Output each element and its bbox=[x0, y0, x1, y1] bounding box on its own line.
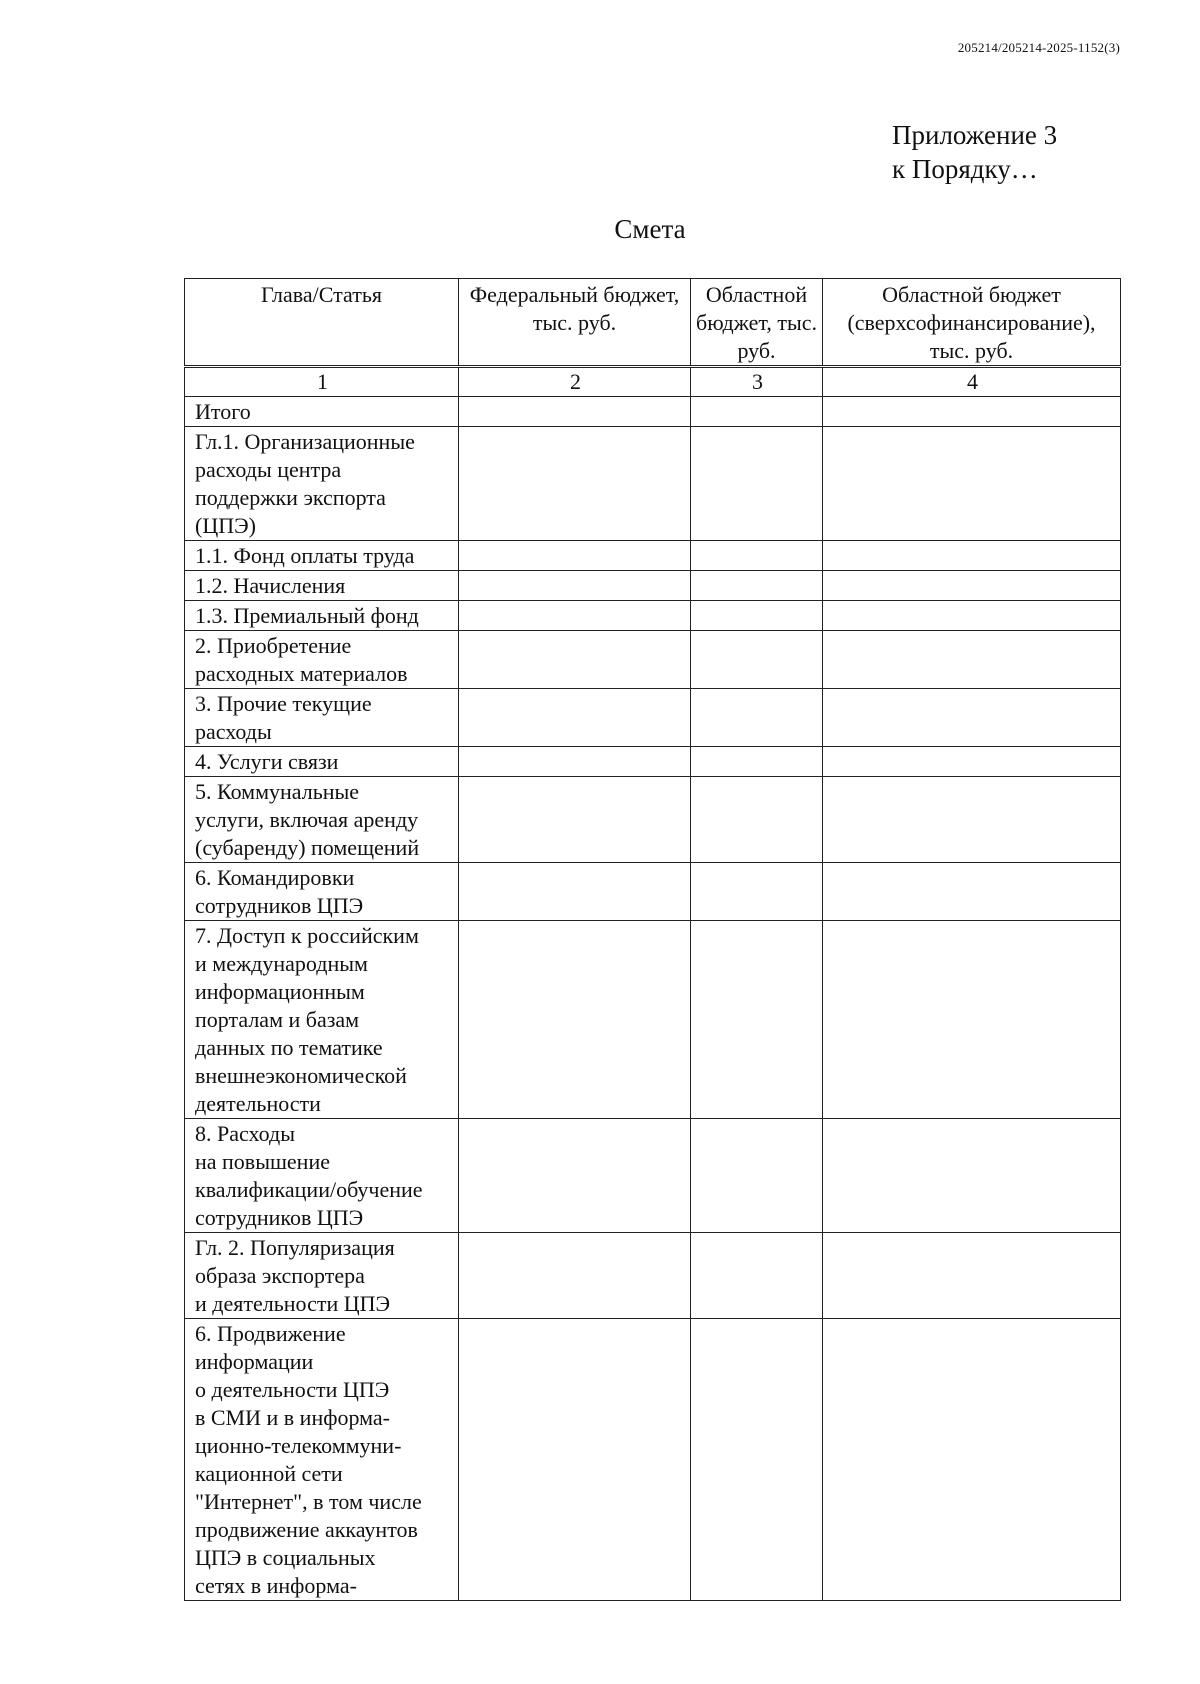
column-number: 3 bbox=[691, 367, 823, 397]
cell-regional-budget-extra bbox=[823, 1319, 1121, 1601]
cell-regional-budget-extra bbox=[823, 921, 1121, 1119]
cell-regional-budget bbox=[691, 397, 823, 427]
cell-federal-budget bbox=[459, 427, 691, 541]
cell-federal-budget bbox=[459, 689, 691, 747]
table-row bbox=[185, 1233, 1121, 1319]
cell-regional-budget-extra bbox=[823, 427, 1121, 541]
table-row bbox=[185, 1319, 1121, 1601]
header-chapter-article: Глава/Статья bbox=[185, 279, 459, 367]
cell-regional-budget-extra bbox=[823, 777, 1121, 863]
row-label: Гл. 2. Популяризация образа экспортера и деятельности ЦПЭ bbox=[185, 1233, 459, 1319]
row-label: 8. Расходы на повышение квалификации/обучение сотрудников ЦПЭ bbox=[185, 1119, 459, 1233]
cell-regional-budget-extra bbox=[823, 631, 1121, 689]
cell-federal-budget bbox=[459, 1119, 691, 1233]
header-federal-budget: Федеральный бюджет, тыс. руб. bbox=[459, 279, 691, 367]
row-label: 5. Коммунальные услуги, включая аренду (субаренду) помещений bbox=[185, 777, 459, 863]
appendix-number: Приложение 3 bbox=[892, 120, 1058, 150]
column-number: 4 bbox=[823, 367, 1121, 397]
column-number-row bbox=[185, 367, 1121, 397]
cell-regional-budget bbox=[691, 631, 823, 689]
cell-regional-budget-extra bbox=[823, 541, 1121, 571]
cell-regional-budget-extra bbox=[823, 571, 1121, 601]
table-row bbox=[185, 541, 1121, 571]
cell-regional-budget-extra bbox=[823, 1233, 1121, 1319]
table-header-row bbox=[185, 279, 1121, 367]
row-label: Итого bbox=[185, 397, 459, 427]
cell-regional-budget bbox=[691, 571, 823, 601]
table-row bbox=[185, 601, 1121, 631]
cell-regional-budget-extra bbox=[823, 397, 1121, 427]
row-label: 1.3. Премиальный фонд bbox=[185, 601, 459, 631]
cell-federal-budget bbox=[459, 1233, 691, 1319]
row-label: 3. Прочие текущие расходы bbox=[185, 689, 459, 747]
document-id: 205214/205214-2025-1152(3) bbox=[957, 40, 1120, 55]
cell-regional-budget bbox=[691, 863, 823, 921]
cell-federal-budget bbox=[459, 571, 691, 601]
cell-regional-budget bbox=[691, 777, 823, 863]
table-row bbox=[185, 777, 1121, 863]
row-label: 6. Командировки сотрудников ЦПЭ bbox=[185, 863, 459, 921]
row-label: Гл.1. Организационные расходы центра поддержки экспорта (ЦПЭ) bbox=[185, 427, 459, 541]
cell-federal-budget bbox=[459, 631, 691, 689]
table-row bbox=[185, 397, 1121, 427]
table-row bbox=[185, 1119, 1121, 1233]
estimate-table bbox=[184, 278, 1121, 1601]
cell-regional-budget bbox=[691, 427, 823, 541]
header-regional-budget-extra: Областной бюджет (сверхсофинансирование), тыс. руб. bbox=[823, 279, 1121, 367]
table-row bbox=[185, 689, 1121, 747]
column-number: 1 bbox=[185, 367, 459, 397]
row-label: 2. Приобретение расходных материалов bbox=[185, 631, 459, 689]
cell-regional-budget-extra bbox=[823, 601, 1121, 631]
appendix-reference bbox=[892, 118, 1057, 186]
cell-federal-budget bbox=[459, 1319, 691, 1601]
cell-regional-budget bbox=[691, 747, 823, 777]
table-row bbox=[185, 571, 1121, 601]
row-label: 1.1. Фонд оплаты труда bbox=[185, 541, 459, 571]
table-row bbox=[185, 427, 1121, 541]
row-label: 1.2. Начисления bbox=[185, 571, 459, 601]
header-regional-budget: Областной бюджет, тыс. руб. bbox=[691, 279, 823, 367]
table-row bbox=[185, 863, 1121, 921]
cell-regional-budget bbox=[691, 1319, 823, 1601]
table-body bbox=[185, 367, 1121, 1601]
column-number: 2 bbox=[459, 367, 691, 397]
row-label: 7. Доступ к российским и международным информационным порталам и базам данных по тематике внешнеэкономической деятельности bbox=[185, 921, 459, 1119]
cell-regional-budget-extra bbox=[823, 1119, 1121, 1233]
appendix-order-ref: к Порядку… bbox=[892, 154, 1038, 184]
cell-federal-budget bbox=[459, 541, 691, 571]
cell-federal-budget bbox=[459, 397, 691, 427]
row-label: 4. Услуги связи bbox=[185, 747, 459, 777]
cell-federal-budget bbox=[459, 921, 691, 1119]
cell-regional-budget bbox=[691, 1233, 823, 1319]
cell-regional-budget bbox=[691, 541, 823, 571]
cell-regional-budget bbox=[691, 689, 823, 747]
table-row bbox=[185, 631, 1121, 689]
cell-federal-budget bbox=[459, 863, 691, 921]
table-row bbox=[185, 747, 1121, 777]
cell-regional-budget-extra bbox=[823, 747, 1121, 777]
cell-federal-budget bbox=[459, 747, 691, 777]
cell-federal-budget bbox=[459, 777, 691, 863]
row-label: 6. Продвижение информации о деятельности ЦПЭ в СМИ и в информа- ционно-телекоммуни- кационной сети "Интернет", в том числе продвижение аккаунтов ЦПЭ в социальных сетях в информа- bbox=[185, 1319, 459, 1601]
cell-federal-budget bbox=[459, 601, 691, 631]
cell-regional-budget bbox=[691, 1119, 823, 1233]
cell-regional-budget-extra bbox=[823, 689, 1121, 747]
cell-regional-budget bbox=[691, 921, 823, 1119]
cell-regional-budget-extra bbox=[823, 863, 1121, 921]
cell-regional-budget bbox=[691, 601, 823, 631]
table-row bbox=[185, 921, 1121, 1119]
page-title: Смета bbox=[614, 214, 686, 244]
